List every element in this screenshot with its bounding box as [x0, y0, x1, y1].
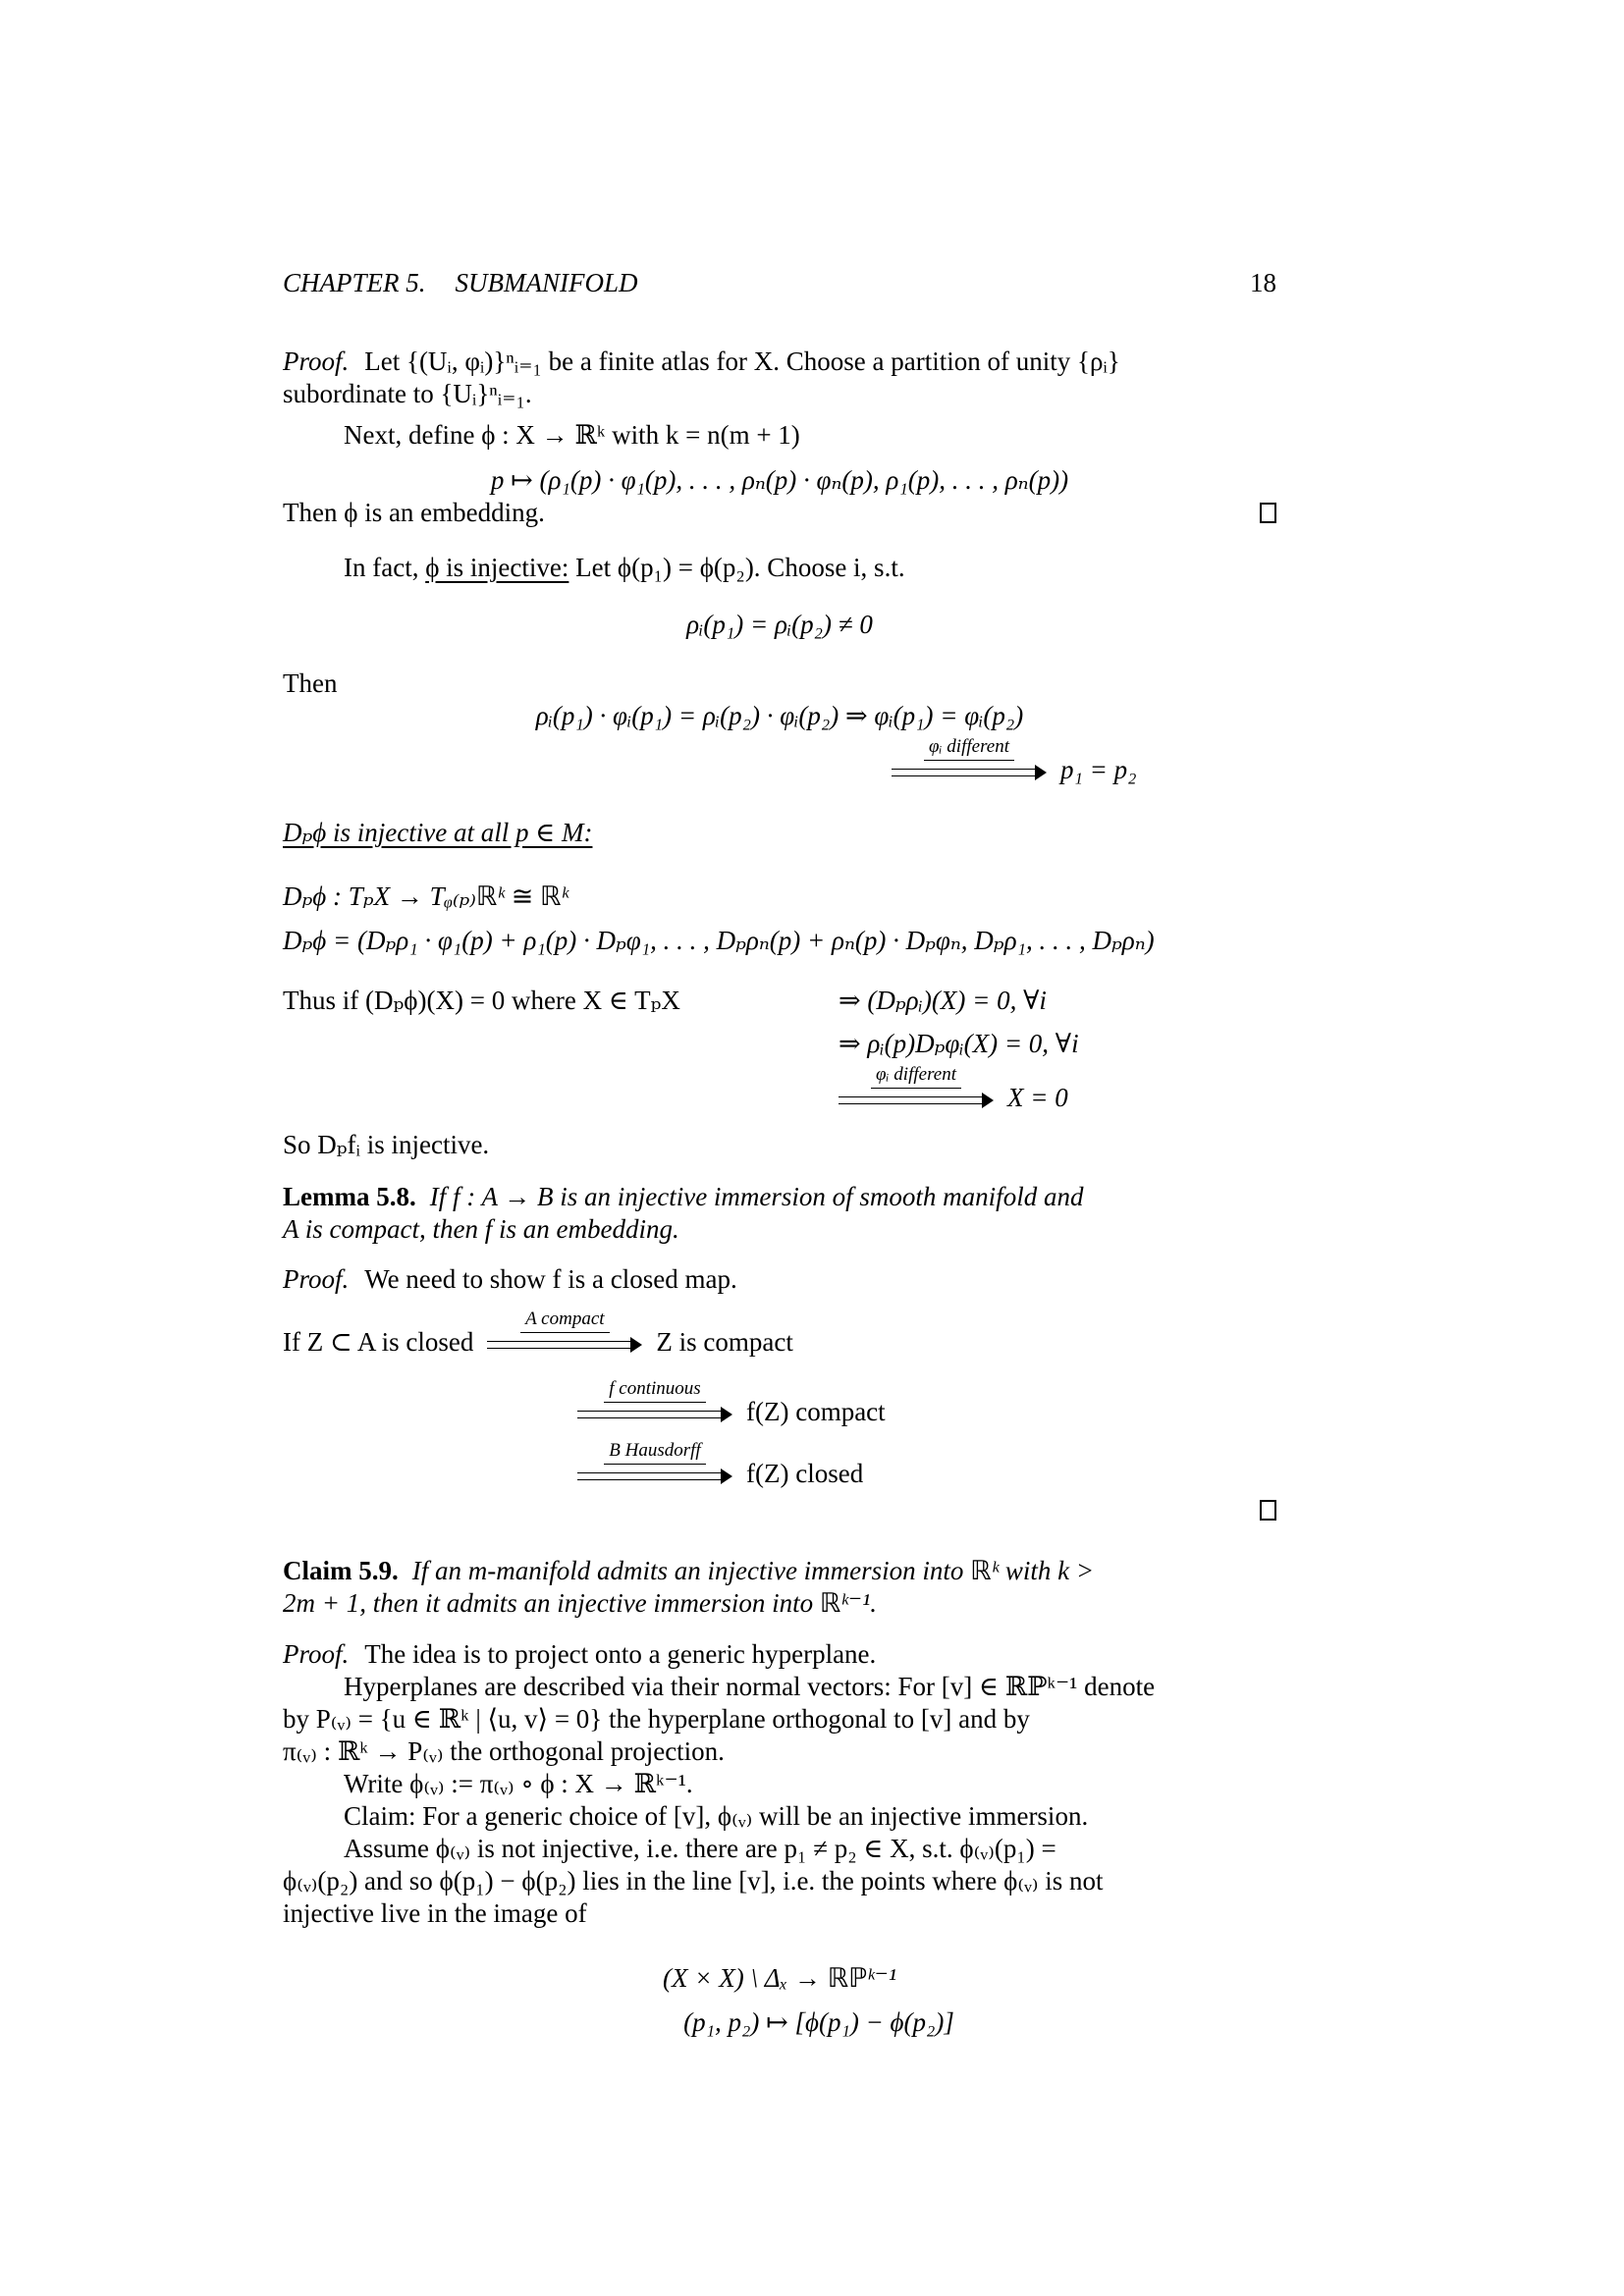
dp-conclusion-line [283, 1129, 1276, 1161]
equation-text: (X × X) \ Δₓ → ℝℙᵏ⁻¹ [663, 1963, 896, 1993]
proof-paragraph-line [283, 346, 1276, 378]
assume-line [283, 1865, 1276, 1897]
lemma-58-section [283, 1181, 1276, 1246]
thus-line [283, 985, 1276, 1017]
equation-text: p ↦ (ρ₁(p) · φ₁(p), . . . , ρₙ(p) · φₙ(p), ρ₁(p), . . . , ρₙ(p)) [490, 465, 1069, 495]
assume-line [283, 1897, 1276, 1930]
proof-text: subordinate to {Uᵢ}ⁿᵢ₌₁. [283, 379, 532, 408]
qed-box-icon [1260, 503, 1276, 523]
lemma-text: If f : A → B is an injective immersion of smooth manifold and [429, 1182, 1084, 1211]
arrow-label: f continuous [604, 1378, 705, 1403]
proof-label: Proof. [283, 1639, 350, 1669]
display-equation-product [283, 700, 1276, 732]
chapter-label: CHAPTER 5. [283, 268, 426, 297]
display-equation-projection [283, 1962, 1276, 1995]
double-arrow-icon [577, 1440, 732, 1484]
arrow-shaft-icon [577, 1468, 732, 1484]
proof-label: Proof. [283, 347, 350, 376]
dp-heading [283, 817, 1276, 849]
underlined-heading: Dₚϕ is injective at all p ∈ M: [283, 818, 593, 847]
dp-domain-equation [283, 881, 1276, 913]
running-head [283, 267, 637, 299]
differential-section [283, 817, 1276, 1161]
arrow-label: φᵢ different [871, 1064, 961, 1089]
equation-text: Dₚϕ = (Dₚρ₁ · φ₁(p) + ρ₁(p) · Dₚφ₁, . . . , Dₚρₙ(p) + ρₙ(p) · Dₚφₙ, Dₚρ₁, . . . , Dₚρₙ) [283, 926, 1155, 955]
implication-1: ⇒ (Dₚρᵢ)(X) = 0, ∀i [839, 986, 1047, 1015]
define-map-text: Next, define ϕ : X → ℝᵏ with k = n(m + 1) [344, 420, 800, 450]
lemma-line [283, 1213, 1276, 1246]
lemma-line [283, 1181, 1276, 1213]
equation-text: Dₚϕ : TₚX → Tᵩ₍ₚ₎ℝᵏ ≅ ℝᵏ [283, 881, 568, 911]
arrow-result: Z is compact [656, 1327, 793, 1357]
arrow-label: φᵢ different [924, 736, 1014, 761]
implication-2-line [839, 1028, 1276, 1060]
proof-label: Proof. [283, 1264, 350, 1294]
arrow-result: f(Z) closed [746, 1459, 864, 1488]
arrow-label: B Hausdorff [604, 1440, 705, 1465]
display-equation-rho [283, 609, 1276, 641]
assume-line [283, 1833, 1276, 1865]
lemma-label: Lemma 5.8. [283, 1182, 416, 1211]
claim-line [283, 1587, 1276, 1620]
qed-box-icon [1260, 1500, 1276, 1521]
dp-conclusion-text: So Dₚfᵢ is injective. [283, 1130, 490, 1159]
thus-text: Thus if (Dₚϕ)(X) = 0 where X ∈ TₚX [283, 986, 680, 1015]
proof-text: The idea is to project onto a generic hyperplane. [364, 1639, 877, 1669]
define-map-line [283, 419, 1276, 452]
paragraph-text: Claim: For a generic choice of [v], ϕ₍ᵥ₎ will be an injective immersion. [344, 1801, 1089, 1831]
claim-text: If an m-manifold admits an injective immersion into ℝᵏ with k > [411, 1556, 1095, 1585]
arrow-result: p₁ = p₂ [1060, 755, 1137, 784]
double-arrow-icon [487, 1308, 642, 1353]
underlined-claim: ϕ is injective: [425, 553, 569, 582]
lemma-text: A is compact, then f is an embedding. [283, 1214, 679, 1244]
claim-label: Claim 5.9. [283, 1556, 399, 1585]
arrow-result: X = 0 [1007, 1083, 1068, 1112]
implication-2: ⇒ ρᵢ(p)Dₚφᵢ(X) = 0, ∀i [839, 1029, 1079, 1058]
hyperplane-line [283, 1735, 1276, 1768]
paragraph-text: Write ϕ₍ᵥ₎ := π₍ᵥ₎ ∘ ϕ : X → ℝᵏ⁻¹. [344, 1769, 693, 1798]
generic-claim-line [283, 1800, 1276, 1833]
equation-text: ρᵢ(p₁) = ρᵢ(p₂) ≠ 0 [686, 610, 873, 639]
claim-text: 2m + 1, then it admits an injective immersion into ℝᵏ⁻¹. [283, 1588, 877, 1618]
labeled-arrow-row [577, 1440, 1276, 1490]
page-header [283, 267, 1276, 299]
page-number: 18 [1250, 268, 1276, 297]
then-word: Then [283, 668, 338, 698]
labeled-arrow-row [839, 1064, 1276, 1114]
equation-text: (p₁, p₂) ↦ [ϕ(p₁) − ϕ(p₂)] [683, 2007, 954, 2037]
display-equation-map [283, 464, 1276, 497]
paragraph-text: by P₍ᵥ₎ = {u ∈ ℝᵏ | ⟨u, v⟩ = 0} the hyperplane orthogonal to [v] and by [283, 1704, 1030, 1734]
injectivity-section [283, 552, 1276, 786]
double-arrow-icon [839, 1064, 994, 1108]
paragraph-text: π₍ᵥ₎ : ℝᵏ → P₍ᵥ₎ the orthogonal projection. [283, 1736, 725, 1766]
arrow-label: A compact [520, 1308, 609, 1333]
conclusion-text: Then ϕ is an embedding. [283, 498, 545, 527]
labeled-arrow-row [577, 1378, 1276, 1428]
write-line [283, 1768, 1276, 1800]
proof-59-section [283, 1638, 1276, 2039]
qed-line [283, 1496, 1276, 1528]
proof-embedding-section [283, 346, 1276, 529]
chapter-title: SUBMANIFOLD [455, 268, 638, 297]
arrow-shaft-icon [839, 1093, 994, 1108]
arrow-result: f(Z) compact [746, 1397, 886, 1426]
double-arrow-icon [577, 1378, 732, 1422]
equation-text: ρᵢ(p₁) · φᵢ(p₁) = ρᵢ(p₂) · φᵢ(p₂) ⇒ φᵢ(p₁) = φᵢ(p₂) [535, 701, 1024, 730]
arrow-shaft-icon [577, 1407, 732, 1422]
labeled-arrow-row [892, 736, 1276, 786]
hyperplane-line [283, 1671, 1276, 1703]
infact-prefix: In fact, [344, 553, 426, 582]
paragraph-text: ϕ₍ᵥ₎(p₂) and so ϕ(p₁) − ϕ(p₂) lies in the line [v], i.e. the points where ϕ₍ᵥ₎ is not [283, 1866, 1104, 1896]
infact-line [283, 552, 1276, 584]
paragraph-text: Hyperplanes are described via their normal vectors: For [v] ∈ ℝℙᵏ⁻¹ denote [344, 1672, 1156, 1701]
step-premise: If Z ⊂ A is closed [283, 1327, 474, 1357]
arrow-shaft-icon [487, 1337, 642, 1353]
proof-paragraph-line [283, 378, 1276, 410]
proof-line [283, 1638, 1276, 1671]
proof-text: Let {(Uᵢ, φᵢ)}ⁿᵢ₌₁ be a finite atlas for X. Choose a partition of unity {ρᵢ} [364, 347, 1120, 376]
infact-suffix: Let ϕ(p₁) = ϕ(p₂). Choose i, s.t. [568, 553, 905, 582]
double-arrow-icon [892, 736, 1047, 780]
arrow-shaft-icon [892, 765, 1047, 780]
paragraph-text: injective live in the image of [283, 1898, 587, 1928]
hyperplane-line [283, 1703, 1276, 1735]
claim-line [283, 1555, 1276, 1587]
proof-line [283, 1263, 1276, 1296]
claim-59-section [283, 1555, 1276, 1620]
conclusion-line [283, 497, 1276, 529]
proof-text: We need to show f is a closed map. [364, 1264, 737, 1294]
paragraph-text: Assume ϕ₍ᵥ₎ is not injective, i.e. there are p₁ ≠ p₂ ∈ X, s.t. ϕ₍ᵥ₎(p₁) = [344, 1834, 1056, 1863]
labeled-arrow-row [283, 1308, 1276, 1359]
proof-58-section [283, 1263, 1276, 1528]
then-line [283, 667, 1276, 700]
dp-formula-equation [283, 925, 1276, 957]
display-equation-projection [283, 2006, 1276, 2039]
